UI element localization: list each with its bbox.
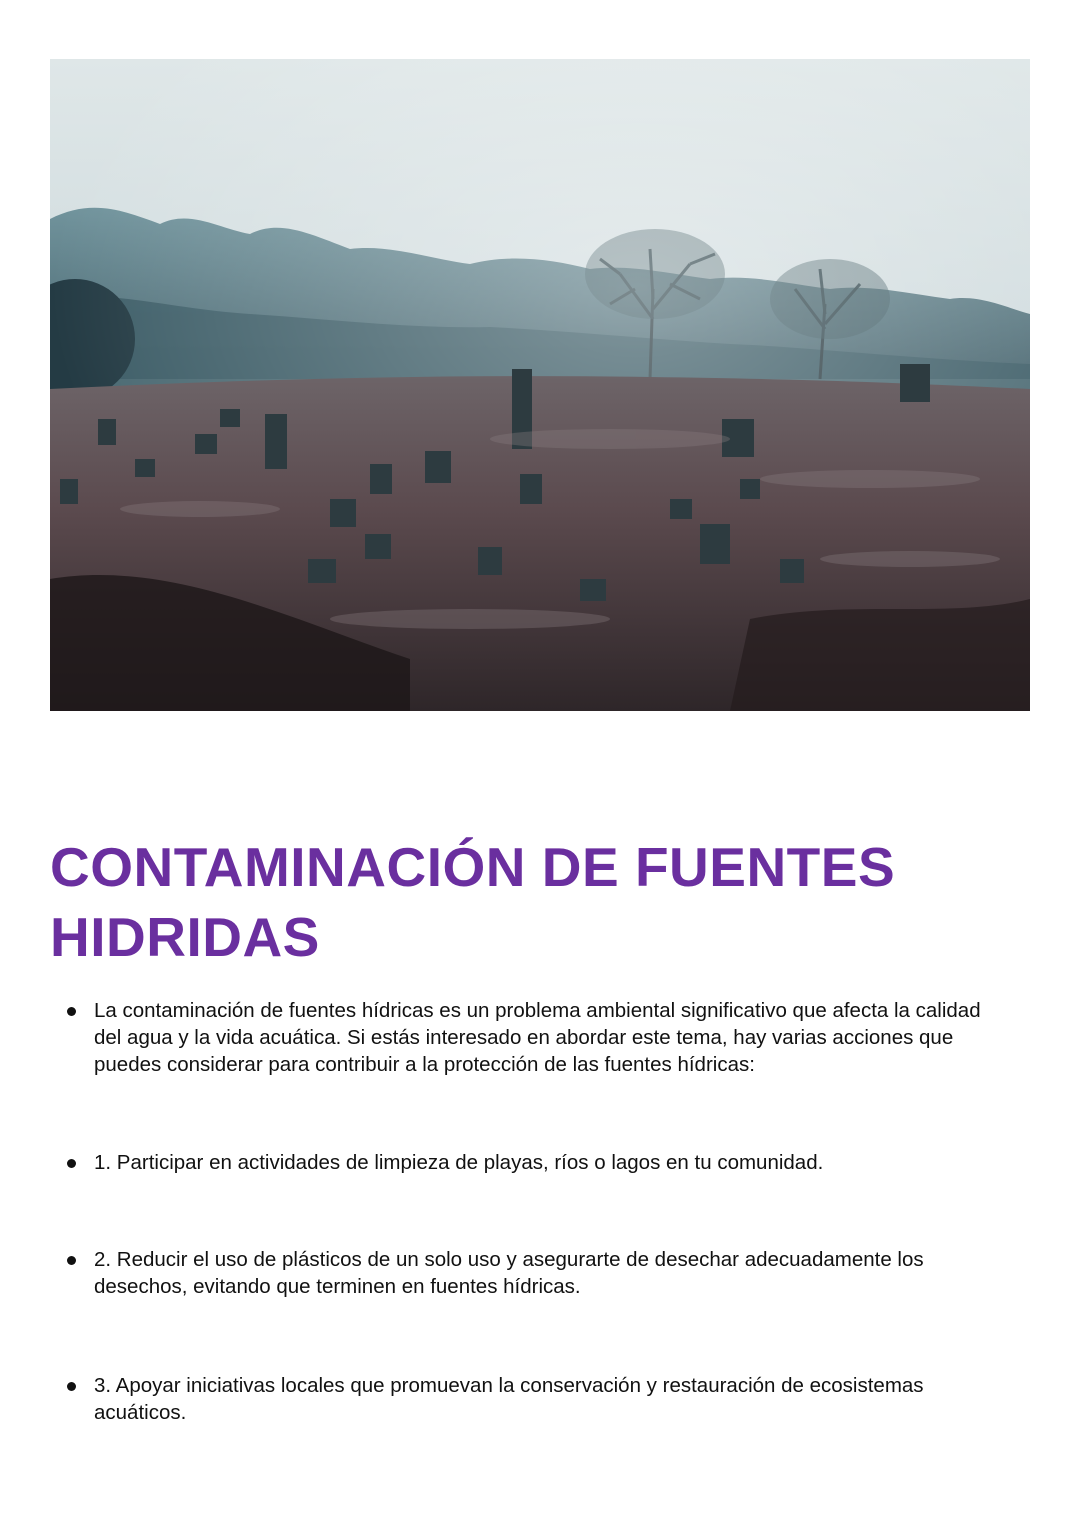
bullet-item-1: 1. Participar en actividades de limpieza de playas, ríos o lagos en tu comunidad.: [94, 1149, 994, 1176]
bullet-item-3: 3. Apoyar iniciativas locales que promuevan la conservación y restauración de ecosistemas acuáticos.: [94, 1372, 994, 1426]
bullet-item-2: 2. Reducir el uso de plásticos de un solo uso y asegurarte de desechar adecuadamente los desechos, evitando que terminen en fuentes hídricas.: [94, 1246, 994, 1300]
bullet-intro: La contaminación de fuentes hídricas es un problema ambiental significativo que afecta la calidad del agua y la vida acuática. Si estás interesado en abordar este tema, hay varias acciones que puedes considerar para contribuir a la protección de las fuentes hídricas:: [94, 997, 994, 1078]
deforestation-photo-illustration: [50, 59, 1030, 711]
deforestation-photo: [50, 59, 1030, 711]
page-title: CONTAMINACIÓN DE FUENTES HIDRIDAS: [50, 836, 896, 968]
